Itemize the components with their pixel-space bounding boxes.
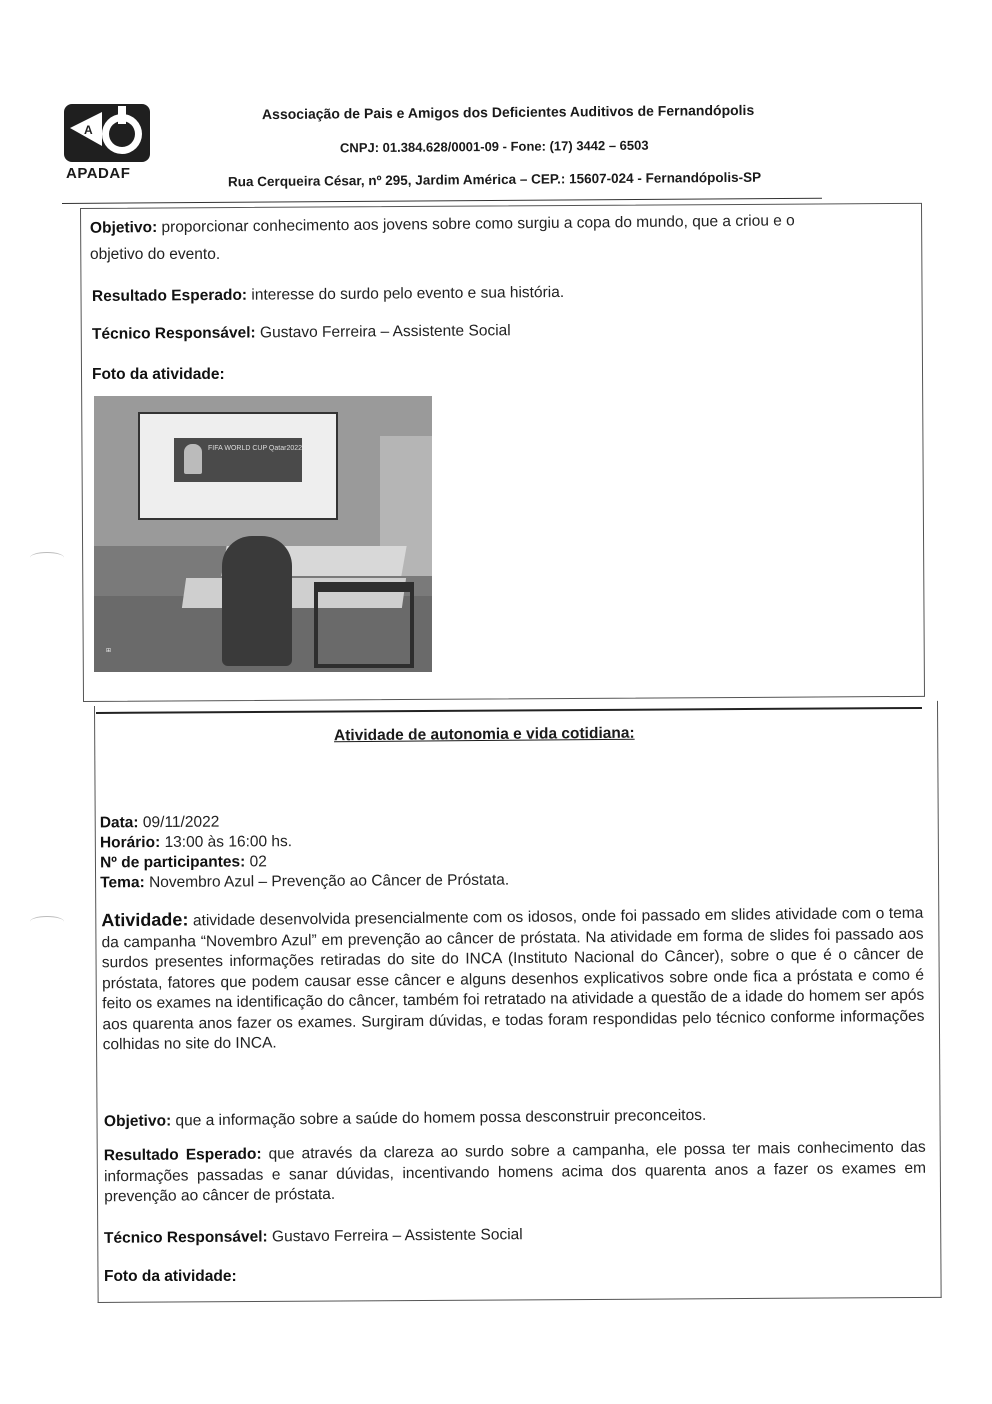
s1-objetivo-text: proporcionar conhecimento aos jovens sobre como surgiu a copa do mundo, que a criou e o (157, 212, 795, 236)
s2-resultado-text: que através da clareza ao surdo sobre a campanha, ele possa ter mais conhecimento das informações passadas e sanar dúvidas, incentivando homens acima dos quarenta anos a fazer os exames em prevenção ao câncer de próstata. (103, 1138, 927, 1206)
s1-resultado (92, 282, 564, 308)
s2-participantes-label: Nº de participantes: (100, 853, 246, 872)
s2-atividade-label: Atividade: (101, 909, 189, 931)
address: Rua Cerqueira César, nº 295, Jardim América – CEP.: 15607-024 - Fernandópolis-SP (227, 169, 762, 190)
s2-atividade (101, 902, 924, 1056)
cnpj-phone: CNPJ: 01.384.628/0001-09 - Fone: (17) 3442 – 6503 (339, 137, 649, 156)
s2-atividade-text: atividade desenvolvida presencialmente com os idosos, onde foi passado em slides atividade com o tema da campanha “Novembro Azul” em prevenção ao câncer de próstata. Na atividade em forma de slides foi passado aos surdos presentes informações retiradas do site do INCA (Instituto Nacional do Câncer), sobre o que é o câncer de próstata, fatores que podem causar esse câncer e alguns desenhos explicativos sobre onde fica a próstata e como é feito os exames na identificação do câncer, também foi retratado na atividade a questão de a idade do homem ser após aos quarenta anos fazer os exames. Surgiram dúvidas, e todas foram respondidas pelo técnico conforme informações colhidas no site do INCA. (101, 904, 925, 1054)
s2-resultado-label: Resultado Esperado: (103, 1145, 262, 1165)
s2-data-label: Data: (99, 814, 139, 832)
s1-foto-label: Foto da atividade: (92, 366, 225, 383)
ear-logo-icon (62, 102, 154, 164)
s1-objetivo-line2: objetivo do evento. (90, 246, 221, 263)
s1-resultado-text: interesse do surdo pelo evento e sua história. (246, 283, 565, 304)
s2-tema (100, 871, 509, 894)
logo-text: APADAF (66, 165, 131, 182)
chair (314, 582, 414, 668)
s2-horario-label: Horário: (99, 834, 161, 852)
s2-foto-label: Foto da atividade: (104, 1268, 237, 1285)
s2-tecnico-label: Técnico Responsável: (103, 1228, 268, 1247)
projector-screen (138, 412, 338, 520)
s2-data (100, 811, 509, 834)
s2-tema-label: Tema: (100, 874, 145, 892)
s2-objetivo-text: que a informação sobre a saúde do homem possa desconstruir preconceitos. (171, 1106, 707, 1130)
s2-tecnico (104, 1224, 523, 1250)
s2-meta (100, 811, 510, 894)
s2-horario (100, 831, 509, 854)
scan-mark (30, 552, 64, 563)
header-divider (62, 198, 822, 204)
slide-text: FIFA WORLD CUP Qatar2022 (208, 445, 303, 452)
s1-tecnico-text: Gustavo Ferreira – Assistente Social (255, 322, 511, 342)
svg-text:A: A (84, 123, 93, 137)
slide-content (174, 438, 302, 482)
s2-participantes-value: 02 (245, 853, 267, 871)
s1-foto (92, 364, 225, 386)
activity-photo-worldcup (94, 396, 432, 672)
s2-tema-value: Novembro Azul – Prevenção ao Câncer de Próstata. (144, 871, 510, 892)
s2-resultado (104, 1138, 927, 1208)
s2-horario-value: 13:00 às 16:00 hs. (160, 833, 293, 852)
s2-foto (104, 1266, 237, 1288)
section2-title: Atividade de autonomia e vida cotidiana: (333, 724, 635, 745)
org-name: Associação de Pais e Amigos dos Deficientes Auditivos de Fernandópolis (261, 101, 755, 123)
person-silhouette (222, 536, 292, 666)
scan-mark (30, 916, 64, 927)
s1-resultado-label: Resultado Esperado: (91, 286, 248, 306)
trophy-icon (184, 444, 202, 474)
s1-objetivo-label: Objetivo: (89, 218, 158, 237)
s2-tecnico-text: Gustavo Ferreira – Assistente Social (267, 1226, 523, 1246)
photo-watermark: ⊞ (106, 648, 112, 654)
s1-tecnico-label: Técnico Responsável: (91, 324, 256, 343)
s1-tecnico (92, 320, 511, 346)
s2-participantes (100, 851, 509, 874)
s2-objetivo-label: Objetivo: (103, 1112, 172, 1131)
s2-data-value: 09/11/2022 (138, 813, 220, 832)
